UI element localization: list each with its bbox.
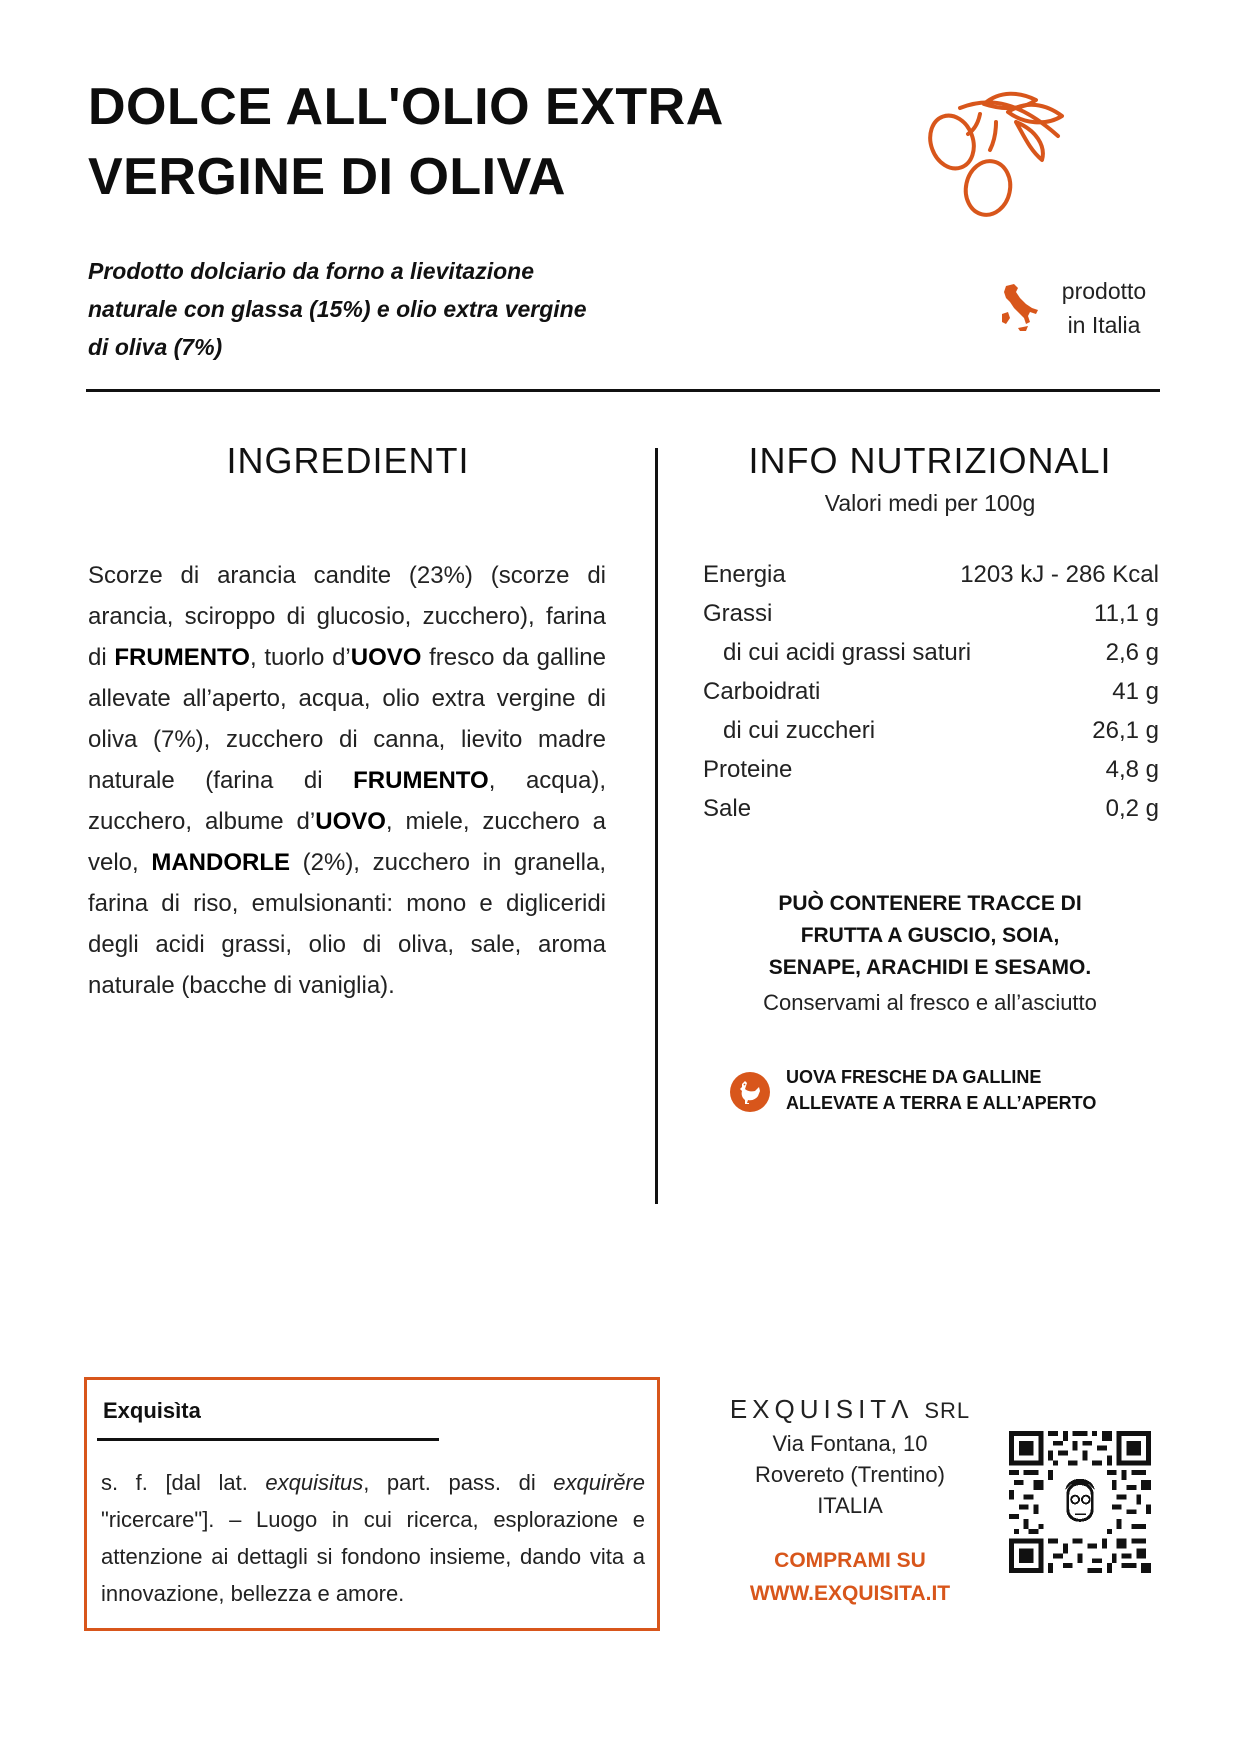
product-description-line-1: Prodotto dolciario da forno a lievitazione xyxy=(88,258,534,284)
product-description-line-2: naturale con glassa (15%) e olio extra vergine xyxy=(88,296,587,322)
header-divider xyxy=(86,389,1160,392)
nutrition-value: 11,1 g xyxy=(1094,600,1159,627)
free-range-eggs-text xyxy=(786,1064,1166,1116)
allergen-warning-line-2: FRUTTA A GUSCIO, SOIA, xyxy=(800,924,1060,947)
nutrition-value: 41 g xyxy=(1112,678,1159,705)
ingredients-list xyxy=(88,555,606,1006)
allergen-uovo: UOVO xyxy=(315,808,386,835)
qr-code[interactable] xyxy=(1009,1431,1151,1573)
definition-word: Exquisìta xyxy=(103,1398,201,1423)
nutrition-value: 4,8 g xyxy=(1105,756,1159,783)
ingredients-text: , tuorlo d’ xyxy=(249,644,351,671)
buy-link[interactable] xyxy=(700,1544,1000,1610)
column-divider xyxy=(655,448,658,1204)
nutrition-row-grassi xyxy=(703,594,1159,633)
product-title-line-1: DOLCE ALL'OLIO EXTRA xyxy=(88,78,724,136)
nutrition-value: 1203 kJ - 286 Kcal xyxy=(960,561,1159,588)
definition-text xyxy=(101,1464,645,1612)
company-city: Rovereto (Trentino) xyxy=(755,1462,945,1487)
nutrition-row-zuccheri xyxy=(703,711,1159,750)
ingredients-text: , miele, zucchero a velo, xyxy=(88,808,607,876)
product-title-line-2: VERGINE DI OLIVA xyxy=(88,148,566,206)
allergen-mandorle: MANDORLE xyxy=(151,849,290,876)
made-in-line-2: in Italia xyxy=(1067,312,1141,338)
buy-line-1: COMPRAMI SU xyxy=(774,1549,926,1572)
allergen-warning xyxy=(700,888,1160,984)
nutrition-row-sale xyxy=(703,789,1159,828)
product-description-line-3: di oliva (7%) xyxy=(88,334,223,360)
nutrition-value: 26,1 g xyxy=(1092,717,1159,744)
brand-definition-box xyxy=(84,1377,660,1631)
nutrition-heading: INFO NUTRIZIONALI xyxy=(748,440,1112,481)
nutrition-label: Proteine xyxy=(703,756,793,783)
nutrition-value: 0,2 g xyxy=(1105,795,1159,822)
definition-latin-term: exquisitus xyxy=(265,1470,364,1495)
definition-fragment: , part. pass. di xyxy=(363,1470,554,1495)
made-in-line-1: prodotto xyxy=(1061,278,1147,304)
allergen-frumento: FRUMENTO xyxy=(353,767,489,794)
company-name-text: EXQUISITΛ xyxy=(729,1394,913,1424)
nutrition-row-energia xyxy=(703,555,1159,594)
free-range-eggs-note xyxy=(730,1064,1160,1124)
ingredients-text: (2%), zucchero in granella, farina di riso, emulsionanti: mono e digliceridi degli acidi grassi, olio di oliva, sale, aroma naturale (bacche di vaniglia). xyxy=(88,849,606,999)
ingredients-text: , acqua), zucchero, albume d’ xyxy=(88,767,606,835)
company-info xyxy=(700,1392,1000,1521)
eggs-line-2: ALLEVATE A TERRA E ALL’APERTO xyxy=(786,1093,1097,1113)
company-suffix: SRL xyxy=(924,1398,971,1423)
allergen-warning-line-1: PUÒ CONTENERE TRACCE DI xyxy=(778,892,1082,915)
nutrition-label: Grassi xyxy=(703,600,773,627)
nutrition-label: Sale xyxy=(703,795,752,822)
company-street: Via Fontana, 10 xyxy=(772,1431,928,1456)
hen-icon xyxy=(730,1072,770,1112)
nutrition-label: di cui zuccheri xyxy=(723,717,876,744)
nutrition-value: 2,6 g xyxy=(1105,639,1159,666)
nutrition-label: Energia xyxy=(703,561,786,588)
ingredients-text: Scorze di arancia candite (23%) (scorze di arancia, sciroppo di glucosio, zucchero), farina di xyxy=(88,562,606,671)
nutrition-row-grassi-saturi xyxy=(703,633,1159,672)
nutrition-row-carboidrati xyxy=(703,672,1159,711)
definition-latin-term: exquirĕre xyxy=(553,1470,645,1495)
definition-underline xyxy=(97,1438,439,1441)
allergen-frumento: FRUMENTO xyxy=(114,644,250,671)
product-description xyxy=(88,252,728,366)
nutrition-row-proteine xyxy=(703,750,1159,789)
allergen-warning-line-3: SENAPE, ARACHIDI E SESAMO. xyxy=(768,956,1092,979)
eggs-line-1: UOVA FRESCHE DA GALLINE xyxy=(786,1067,1042,1087)
qr-center-face-icon xyxy=(1058,1475,1102,1529)
italy-map-icon xyxy=(1000,284,1040,332)
nutrition-label: di cui acidi grassi saturi xyxy=(723,639,972,666)
nutrition-table xyxy=(703,555,1159,828)
company-country: ITALIA xyxy=(817,1493,883,1518)
olive-branch-icon xyxy=(920,90,1070,220)
allergen-uovo: UOVO xyxy=(350,644,422,671)
storage-instructions: Conservami al fresco e all’asciutto xyxy=(763,990,1097,1015)
ingredients-heading: INGREDIENTI xyxy=(226,440,470,481)
nutrition-label: Carboidrati xyxy=(703,678,821,705)
made-in-text xyxy=(1044,274,1164,342)
nutrition-subheading: Valori medi per 100g xyxy=(824,490,1036,516)
product-title xyxy=(88,72,848,212)
company-name xyxy=(700,1392,1000,1428)
buy-url[interactable]: WWW.EXQUISITA.IT xyxy=(749,1582,951,1605)
definition-fragment: "ricercare"]. – Luogo in cui ricerca, esplorazione e attenzione ai dettagli si fondono insieme, dando vita a innovazione, bellezza e amore. xyxy=(101,1507,645,1606)
ingredients-text: fresco da galline allevate all’aperto, acqua, olio extra vergine di oliva (7%), zucchero di canna, lievito madre naturale (farina di xyxy=(88,644,606,794)
definition-fragment: s. f. [dal lat. xyxy=(101,1470,266,1495)
